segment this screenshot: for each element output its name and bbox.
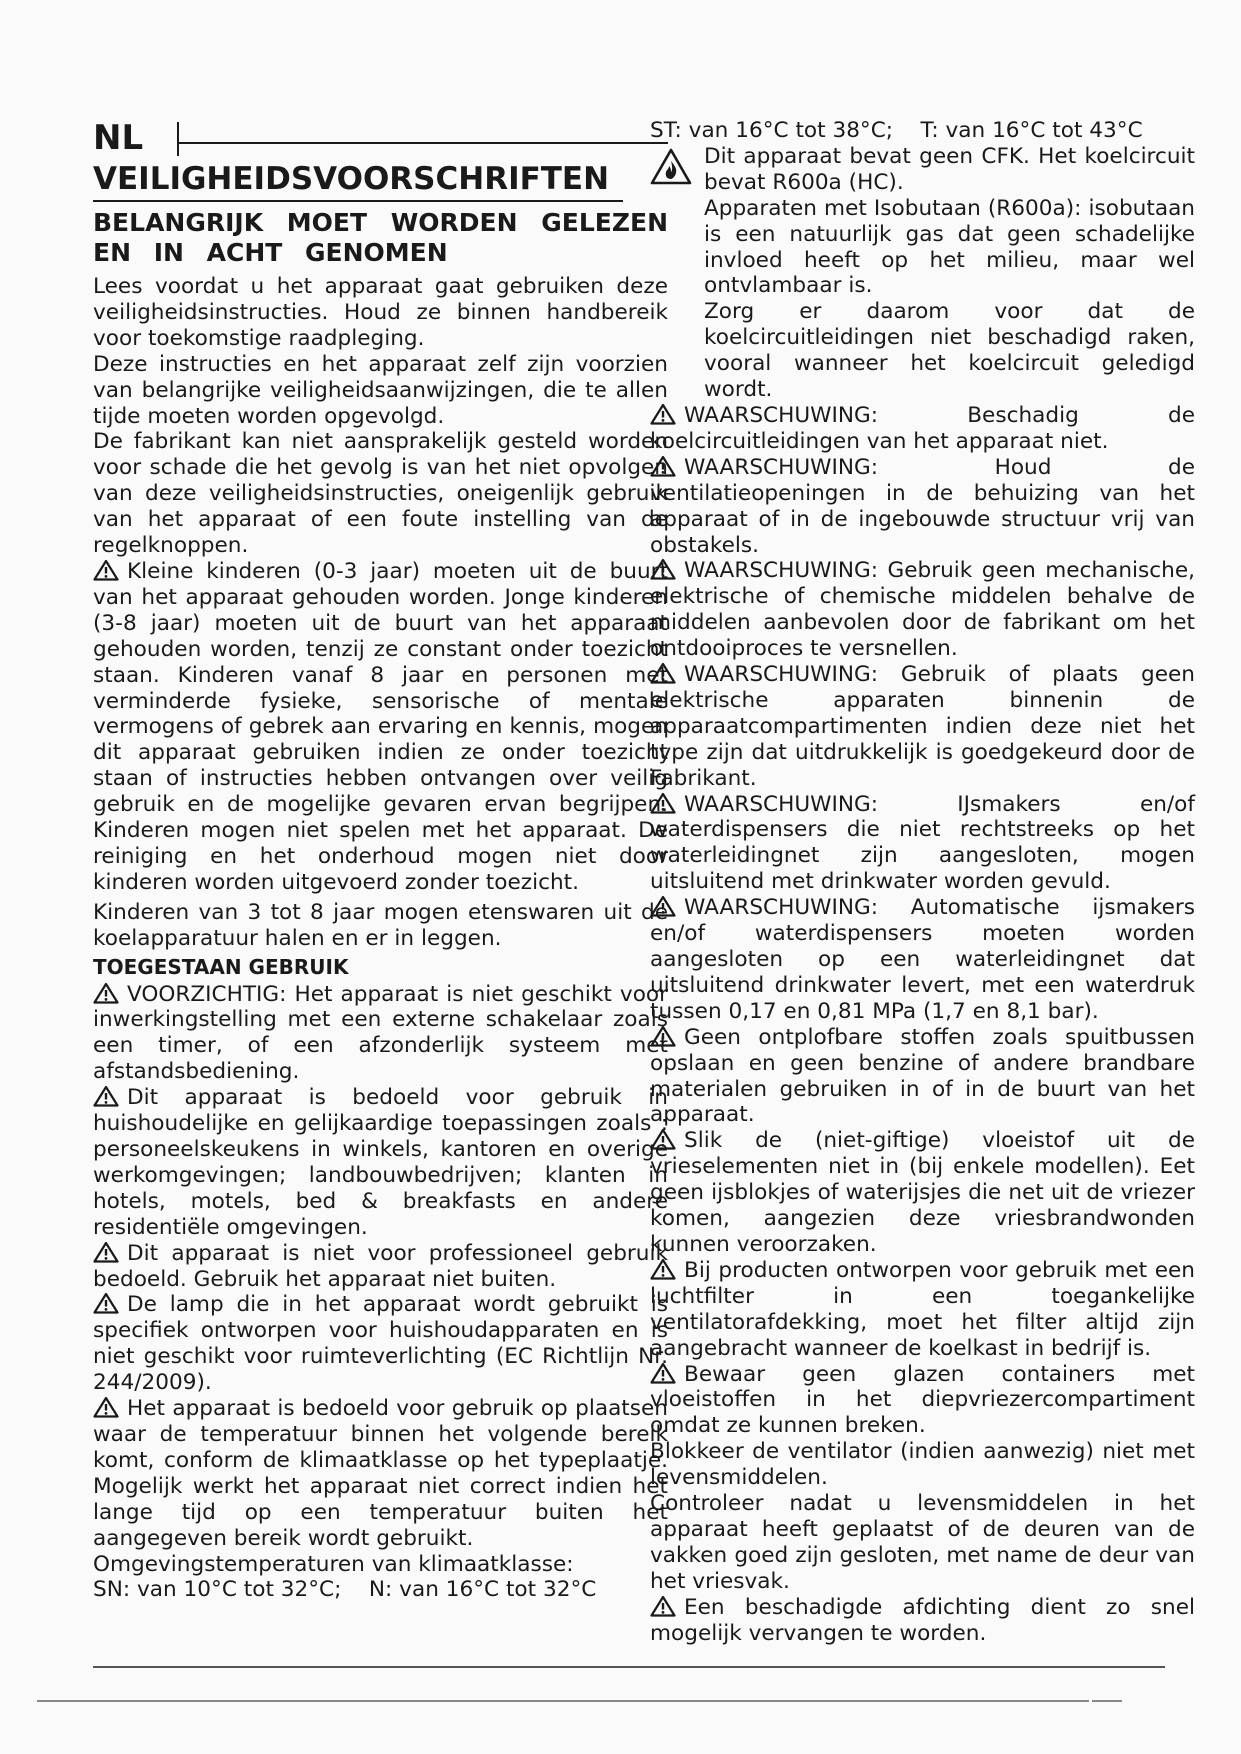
paragraph-children: Kleine kinderen (0-3 jaar) moeten uit de buurt van het apparaat gehouden worden. Jonge kinderen (3-8 jaar) moeten uit de buurt van het apparaat gehouden worden, tenzij ze constant onder toezicht staan. Kinderen vanaf 8 jaar en personen met verminderde fysieke, sensorische of mentale vermogens of gebrek aan ervaring en kennis, mogen dit apparaat gebruiken indien ze onder toezicht staan of instructies hebben ontvangen over veilig gebruik en de mogelijke gevaren ervan begrijpen. Kinderen mogen niet spelen met het apparaat. De reiniging en het onderhoud mogen niet door kinderen worden uitgevoerd zonder toezicht.: [93, 558, 668, 895]
page-bottom-rule: [37, 1700, 1089, 1702]
warning-icon: [93, 1292, 119, 1314]
paragraph-temperature: Het apparaat is bedoeld voor gebruik op plaatsen waar de temperatuur binnen het volgende bereik komt, conform de klimaatklasse op het typeplaatje. Mogelijk werkt het apparaat niet correct indien het lange tijd op een temperatuur buiten het aangegeven bereik wordt gebruikt.: [93, 1396, 668, 1551]
warning-icon: [650, 895, 676, 917]
warning-icon: [650, 403, 676, 425]
climate-st-t: ST: van 16°C tot 38°C; T: van 16°C tot 43°C: [650, 118, 1143, 143]
paragraph-instructions: Deze instructies en het apparaat zelf zijn voorzien van belangrijke veiligheidsaanwijzingen, die te allen tijde moeten worden opgevolgd.: [93, 351, 668, 429]
paragraph-intro: Lees voordat u het apparaat gaat gebruiken deze veiligheidsinstructies. Houd ze binnen handbereik voor toekomstige raadpleging.: [93, 274, 668, 351]
warning-icon: [650, 455, 676, 477]
warning-icon: [650, 1025, 676, 1047]
paragraph-climate-class: Omgevingstemperaturen van klimaatklasse:: [93, 1551, 574, 1577]
warning-freezer-liquid: Slik de (niet-giftige) vloeistof uit de vrieselementen niet in (bij enkele modellen). Eet geen ijsblokjes of waterijsjes die net uit de vriezer komen, aangezien deze vriesbrandwonden kunnen veroorzaken.: [650, 1128, 1195, 1257]
warning-icon: [650, 1362, 676, 1384]
paragraph-liability: De fabrikant kan niet aansprakelijk gesteld worden voor schade die het gevolg is van het niet opvolgen van deze veiligheidsinstructies, oneigenlijk gebruik van het apparaat of een foute instelling van de regelknoppen.: [93, 429, 668, 559]
header-rule: [177, 122, 668, 156]
warning-icon: [93, 1241, 119, 1263]
warning-icon: [93, 982, 119, 1004]
flammable-warning-icon: [650, 148, 692, 186]
paragraph-children-food: Kinderen van 3 tot 8 jaar mogen etenswaren uit de koelapparatuur halen en er in leggen.: [93, 899, 668, 951]
warning-seal: Een beschadigde afdichting dient zo snel mogelijk vervangen te worden.: [650, 1594, 1195, 1646]
warning-icon: [650, 1258, 676, 1280]
flammable-block: [650, 144, 1195, 403]
warning-icon: [650, 1128, 676, 1150]
warning-defrost: WAARSCHUWING: Gebruik geen mechanische, elektrische of chemische middelen behalve de middelen aanbevolen door de fabrikant om het ontdooiproces te versnellen.: [650, 558, 1195, 662]
language-header: [93, 118, 668, 160]
warning-glass-containers: Bewaar geen glazen containers met vloeistoffen in het diepvriezercompartiment omdat ze kunnen breken.: [650, 1361, 1195, 1439]
warning-auto-icemakers: WAARSCHUWING: Automatische ijsmakers en/of waterdispensers moeten worden aangesloten op een waterleidingnet dat uitsluitend drinkwater levert, met een waterdruk tussen 0,17 en 0,81 MPa (1,7 en 8,1 bar).: [650, 895, 1195, 1024]
paragraph-cfc: Dit apparaat bevat geen CFK. Het koelcircuit bevat R600a (HC).: [704, 143, 1195, 195]
paragraph-fan: Blokkeer de ventilator (indien aanwezig) niet met levensmiddelen.: [650, 1439, 1195, 1491]
paragraph-isobutane: Apparaten met Isobutaan (R600a): isobutaan is een natuurlijk gas dat geen schadelijke invloed heeft op het milieu, maar wel ontvlambaar is.: [704, 195, 1195, 299]
section-heading: TOEGESTAAN GEBRUIK: [93, 954, 349, 979]
page-title: VEILIGHEIDSVOORSCHRIFTEN: [93, 160, 623, 202]
warning-ventilation: WAARSCHUWING: Houd de ventilatieopeningen in de behuizing van het apparaat of in de ingebouwde structuur vrij van obstakels.: [650, 454, 1195, 558]
warning-explosives: Geen ontplofbare stoffen zoals spuitbussen opslaan en geen benzine of andere brandbare materialen gebruiken in of in de buurt van het apparaat.: [650, 1024, 1195, 1128]
climate-sn-n: SN: van 10°C tot 32°C; N: van 16°C tot 32°C: [93, 1577, 597, 1603]
warning-icemakers: WAARSCHUWING: IJsmakers en/of waterdispensers die niet rechtstreeks op het waterleidingnet zijn aangesloten, mogen uitsluitend met drinkwater worden gevuld.: [650, 791, 1195, 895]
warning-air-filter: Bij producten ontworpen voor gebruik met een luchtfilter in een toegankelijke ventilatorafdekking, moet het filter altijd zijn aangebracht wanneer de koelkast in bedrijf is.: [650, 1257, 1195, 1361]
page-subtitle: BELANGRIJK MOET WORDEN GELEZEN EN IN ACHT GENOMEN: [93, 208, 668, 267]
warning-icon: [650, 558, 676, 580]
footer-divider: [93, 1666, 1165, 1668]
page-bottom-rule-end: [1092, 1700, 1122, 1702]
paragraph-professional: Dit apparaat is niet voor professioneel gebruik bedoeld. Gebruik het apparaat niet buiten.: [93, 1240, 668, 1292]
warning-icon: [93, 559, 119, 581]
right-column: [650, 118, 1195, 1646]
paragraph-caution: VOORZICHTIG: Het apparaat is niet geschikt voor inwerkingstelling met een externe schakelaar zoals een timer, of een afzonderlijk systeem met afstandsbediening.: [93, 981, 668, 1085]
paragraph-doors: Controleer nadat u levensmiddelen in het apparaat heeft geplaatst of de deuren van de vakken goed zijn gesloten, met name de deur van het vriesvak.: [650, 1491, 1195, 1594]
warning-icon: [650, 662, 676, 684]
warning-icon: [93, 1085, 119, 1107]
left-column: [93, 118, 668, 1603]
language-code: NL: [93, 118, 144, 159]
paragraph-household-use: Dit apparaat is bedoeld voor gebruik in huishoudelijke en gelijkaardige toepassingen zoals : personeelskeukens in winkels, kantoren en overige werkomgevingen; landbouwbedrijven; klanten in hotels, motels, bed & breakfasts en andere residentiële omgevingen.: [93, 1085, 668, 1240]
warning-electrical: WAARSCHUWING: Gebruik of plaats geen elektrische apparaten binnenin de apparaatcompartimenten indien deze niet het type zijn dat uitdrukkelijk is goedgekeurd door de Fabrikant.: [650, 662, 1195, 791]
warning-icon: [93, 1396, 119, 1418]
paragraph-lamp: De lamp die in het apparaat wordt gebruikt is specifiek ontworpen voor huishoudapparaten en is niet geschikt voor ruimteverlichting (EC Richtlijn Nr. 244/2009).: [93, 1292, 668, 1396]
paragraph-circuit-care: Zorg er daarom voor dat de koelcircuitleidingen niet beschadigd raken, vooral wanneer het koelcircuit geledigd wordt.: [704, 299, 1195, 403]
warning-icon: [650, 792, 676, 814]
warning-icon: [650, 1595, 676, 1617]
warning-refrigerant-pipes: WAARSCHUWING: Beschadig de koelcircuitleidingen van het apparaat niet.: [650, 402, 1195, 454]
